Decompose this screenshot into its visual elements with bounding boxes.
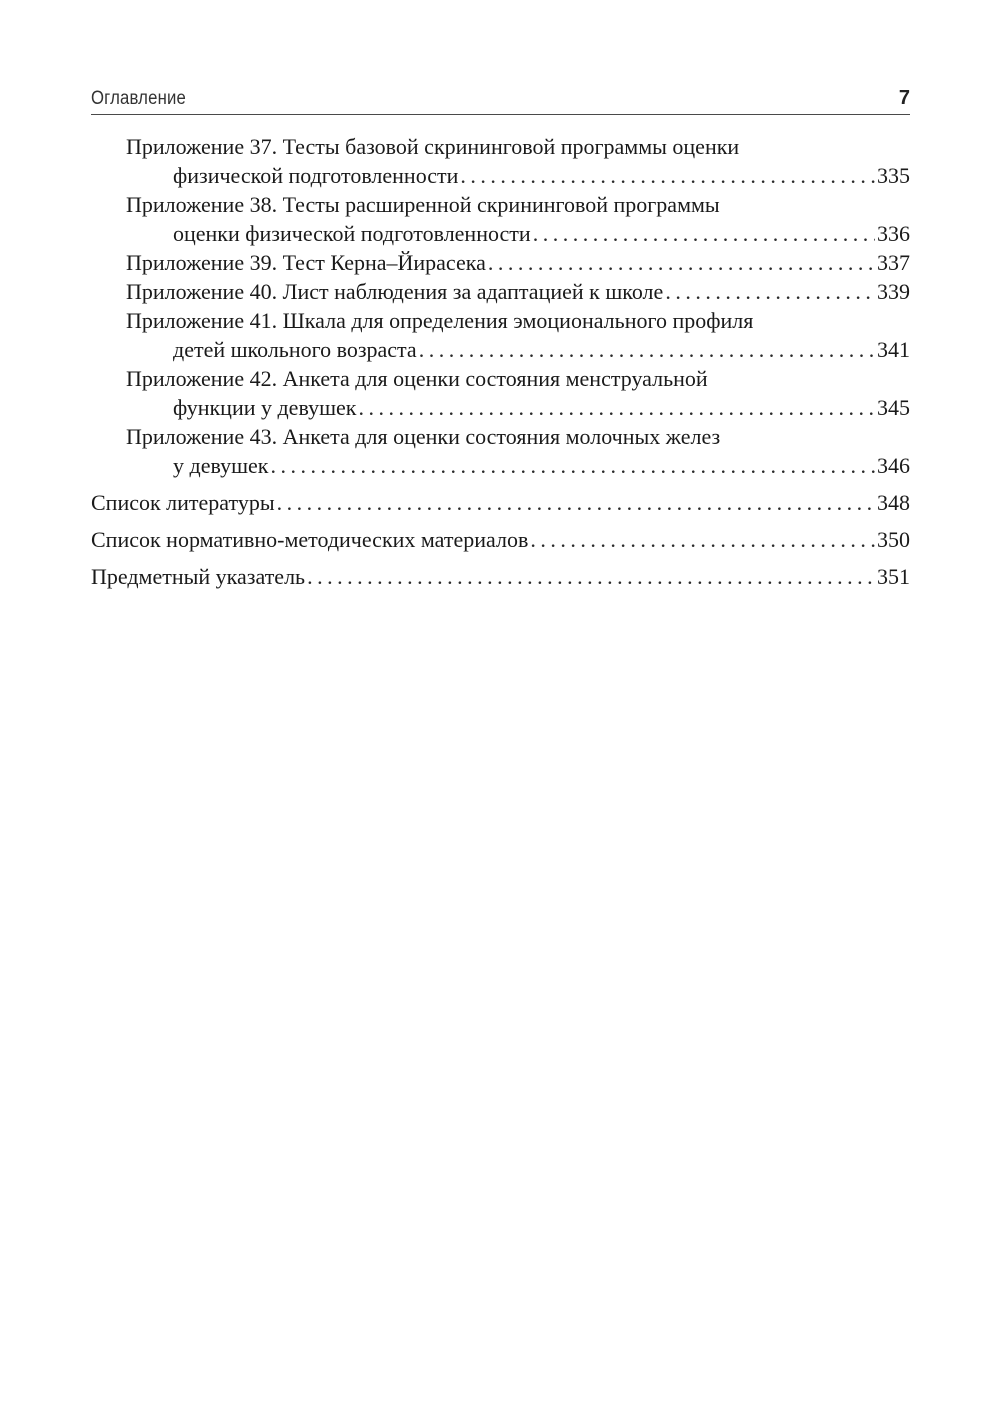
toc-entry-appendix-39[interactable] xyxy=(91,248,910,277)
toc-entry-appendix-43[interactable] xyxy=(91,422,910,480)
running-title: Оглавление xyxy=(91,88,186,109)
toc-entry-appendix-37[interactable] xyxy=(91,132,910,190)
toc-entry-title: Приложение 40. Лист наблюдения за адаптацией к школе xyxy=(126,279,664,304)
dot-leader xyxy=(307,562,875,591)
dot-leader xyxy=(530,525,875,554)
toc-page-number: 350 xyxy=(877,527,910,552)
toc-entry-title: Предметный указатель xyxy=(91,564,306,589)
toc-entry-title: Приложение 38. Тесты расширенной скрининговой программы xyxy=(126,192,720,217)
toc-entry-appendix-42[interactable] xyxy=(91,364,910,422)
toc-entry-bibliography[interactable] xyxy=(91,488,910,517)
toc-entry-title: Приложение 37. Тесты базовой скрининговой программы оценки xyxy=(126,134,740,159)
toc-entry-appendix-40[interactable] xyxy=(91,277,910,306)
toc-entry-title-continued: у девушек xyxy=(173,453,269,478)
toc-page-number: 335 xyxy=(877,163,910,188)
toc-page-number: 336 xyxy=(877,221,910,246)
page-number: 7 xyxy=(898,87,910,109)
toc-entry-title-continued: функции у девушек xyxy=(173,395,357,420)
toc-entry-appendix-38[interactable] xyxy=(91,190,910,248)
toc-entry-regulatory-materials[interactable] xyxy=(91,525,910,554)
toc-entry-title: Приложение 39. Тест Керна–Йирасека xyxy=(126,250,486,275)
toc-entry-title-continued: физической подготовленности xyxy=(173,163,459,188)
toc-page-number: 337 xyxy=(877,250,910,275)
table-of-contents xyxy=(91,132,910,591)
toc-entry-title: Список нормативно-методических материалов xyxy=(91,527,529,552)
dot-leader xyxy=(277,488,875,517)
toc-page-number: 341 xyxy=(877,337,910,362)
dot-leader xyxy=(533,219,875,248)
toc-entry-title-continued: детей школьного возраста xyxy=(173,337,417,362)
dot-leader xyxy=(271,451,876,480)
dot-leader xyxy=(460,161,875,190)
toc-entry-subject-index[interactable] xyxy=(91,562,910,591)
toc-entry-title: Приложение 41. Шкала для определения эмоционального профиля xyxy=(126,308,754,333)
toc-entry-title-continued: оценки физической подготовленности xyxy=(173,221,531,246)
dot-leader xyxy=(419,335,875,364)
toc-entry-title: Приложение 43. Анкета для оценки состояния молочных желез xyxy=(126,424,721,449)
toc-page-number: 348 xyxy=(877,490,910,515)
dot-leader xyxy=(358,393,875,422)
toc-page-number: 339 xyxy=(877,279,910,304)
toc-page-number: 351 xyxy=(877,564,910,589)
toc-entry-appendix-41[interactable] xyxy=(91,306,910,364)
toc-entry-title: Список литературы xyxy=(91,490,275,515)
toc-page-number: 346 xyxy=(877,453,910,478)
toc-page-number: 345 xyxy=(877,395,910,420)
toc-entry-title: Приложение 42. Анкета для оценки состояния менструальной xyxy=(126,366,708,391)
dot-leader xyxy=(665,277,875,306)
running-header xyxy=(91,86,910,115)
dot-leader xyxy=(488,248,875,277)
